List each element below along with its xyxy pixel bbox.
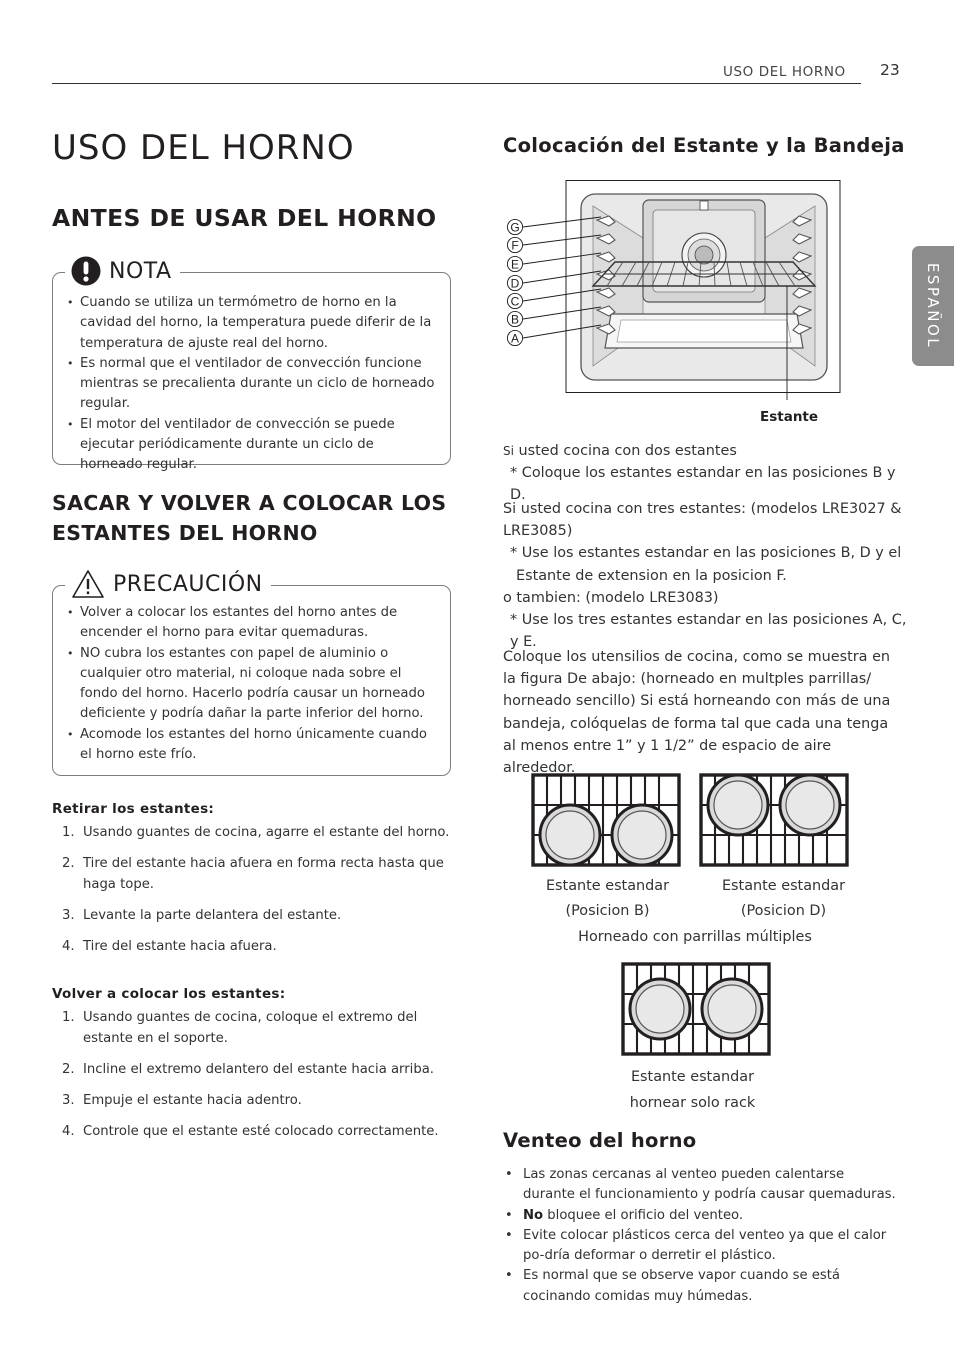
header-rule bbox=[52, 83, 861, 84]
venteo-list bbox=[503, 1165, 898, 1307]
precaucion-box bbox=[52, 571, 451, 776]
volver-steps bbox=[62, 1007, 457, 1152]
caption-single-rack: Estante estandar hornear solo rack bbox=[629, 1069, 756, 1111]
language-tab: ESPAÑOL bbox=[912, 246, 954, 366]
list-item: 4. Controle que el estante esté colocado correctamente. bbox=[62, 1124, 439, 1139]
caption-multi-rack: Horneado con parrillas múltiples bbox=[578, 929, 812, 945]
precaucion-list bbox=[67, 603, 436, 765]
list-item: • Volver a colocar los estantes del horno antes de encender el horno para evitar quemaduras. bbox=[67, 603, 436, 644]
list-item: • Cuando se utiliza un termómetro de horno en la cavidad del horno, la temperatura puede diferir de la temperatura de ajuste real del horno. bbox=[67, 293, 436, 354]
list-item: 3. Levante la parte delantera del estante. bbox=[62, 908, 342, 923]
retirar-heading: Retirar los estantes: bbox=[52, 801, 215, 817]
oven-rack-diagram bbox=[503, 180, 853, 400]
figure-label-estante: Estante bbox=[760, 409, 819, 425]
paragraph-utensilios: Coloque los utensilios de cocina, como se muestra en la figura De abajo: (horneado en multples parrillas/ horneado sencillo) Si está horneando con más de una bandeja, colóquelas de forma tal que cada una tenga al menos entre 1” y 1 1/2” de espacio de aire alrededor. bbox=[503, 649, 891, 777]
section-title-sacar: SACAR Y VOLVER A COLOCAR LOS ESTANTES DEL HORNO bbox=[52, 491, 447, 545]
rack-letter: B bbox=[510, 312, 520, 327]
paragraph-tres-estantes: Si usted cocina con tres estantes: (modelos LRE3027 & LRE3085) * Use los estantes estandar en las posiciones B, D y el Estante de extension en la posicion F. o tambien: (modelo LRE3083) * Use los tres estantes estandar en las posiciones A, C, y E. bbox=[503, 501, 907, 651]
section-title-colocacion: Colocación del Estante y la Bandeja bbox=[503, 134, 905, 157]
precaucion-label: PRECAUCIÓN bbox=[113, 571, 263, 597]
rack-letter: C bbox=[510, 294, 520, 309]
page-title: USO DEL HORNO bbox=[52, 128, 355, 168]
list-item: • Es normal que el ventilador de convección funcione mientras se precalienta durante un ciclo de horneado regular. bbox=[67, 354, 436, 415]
list-item: • Evite colocar plásticos cerca del venteo ya que el calor po-dría deformar o derretir el plástico. bbox=[503, 1226, 898, 1267]
list-item: • El motor del ventilador de convección se puede ejecutar periódicamente durante un ciclo de horneado regular. bbox=[67, 415, 436, 476]
list-item: 1. Usando guantes de cocina, agarre el estante del horno. bbox=[62, 825, 450, 840]
exclamation-circle-icon bbox=[71, 256, 101, 286]
rack-letter: D bbox=[510, 276, 520, 291]
paragraph-dos-estantes: Si usted cocina con dos estantes * Coloque los estantes estandar en las posiciones B y D. bbox=[503, 443, 896, 504]
section-title-antes: ANTES DE USAR DEL HORNO bbox=[52, 204, 437, 232]
list-item: 2. Incline el extremo delantero del estante hacia arriba. bbox=[62, 1062, 434, 1077]
list-item: 2. Tire del estante hacia afuera en forma recta hasta que haga tope. bbox=[62, 856, 444, 892]
single-rack-figure bbox=[620, 962, 772, 1057]
nota-box bbox=[52, 258, 451, 473]
nota-list bbox=[67, 293, 436, 476]
list-item: • NO cubra los estantes con papel de aluminio o cualquier otro material, ni coloque nada sobre el fondo del horno. Hacerlo podría causar un horneado deficiente y podría dañar la parte inferior del horno. bbox=[67, 644, 436, 725]
running-header: USO DEL HORNO bbox=[723, 64, 846, 80]
rack-letter: G bbox=[510, 220, 520, 235]
list-item: • Acomode los estantes del horno únicamente cuando el horno este frío. bbox=[67, 725, 436, 766]
volver-heading: Volver a colocar los estantes: bbox=[52, 986, 286, 1002]
list-item: • Las zonas cercanas al venteo pueden calentarse durante el funcionamiento y podría causar quemaduras. bbox=[503, 1165, 898, 1206]
list-item: 4. Tire del estante hacia afuera. bbox=[62, 939, 277, 954]
retirar-steps bbox=[62, 822, 457, 967]
list-item: • Es normal que se observe vapor cuando se está cocinando comidas muy húmedas. bbox=[503, 1266, 898, 1307]
warning-triangle-icon bbox=[71, 569, 105, 599]
section-title-venteo: Venteo del horno bbox=[503, 1129, 697, 1152]
page-number: 23 bbox=[880, 61, 900, 79]
rack-letter: F bbox=[511, 238, 519, 253]
rack-d-pans-figure bbox=[698, 773, 850, 868]
caption-rack-d: Estante estandar (Posicion D) bbox=[721, 878, 846, 919]
rack-letter: E bbox=[510, 257, 520, 272]
list-item: 1. Usando guantes de cocina, coloque el extremo del estante en el soporte. bbox=[62, 1010, 418, 1046]
list-item: • No bloquee el orificio del venteo. bbox=[503, 1206, 898, 1226]
caption-rack-b: Estante estandar (Posicion B) bbox=[545, 878, 670, 919]
rack-b-pans-figure bbox=[530, 773, 682, 868]
rack-letter: A bbox=[510, 331, 520, 346]
nota-label: NOTA bbox=[109, 258, 172, 284]
list-item: 3. Empuje el estante hacia adentro. bbox=[62, 1093, 302, 1108]
